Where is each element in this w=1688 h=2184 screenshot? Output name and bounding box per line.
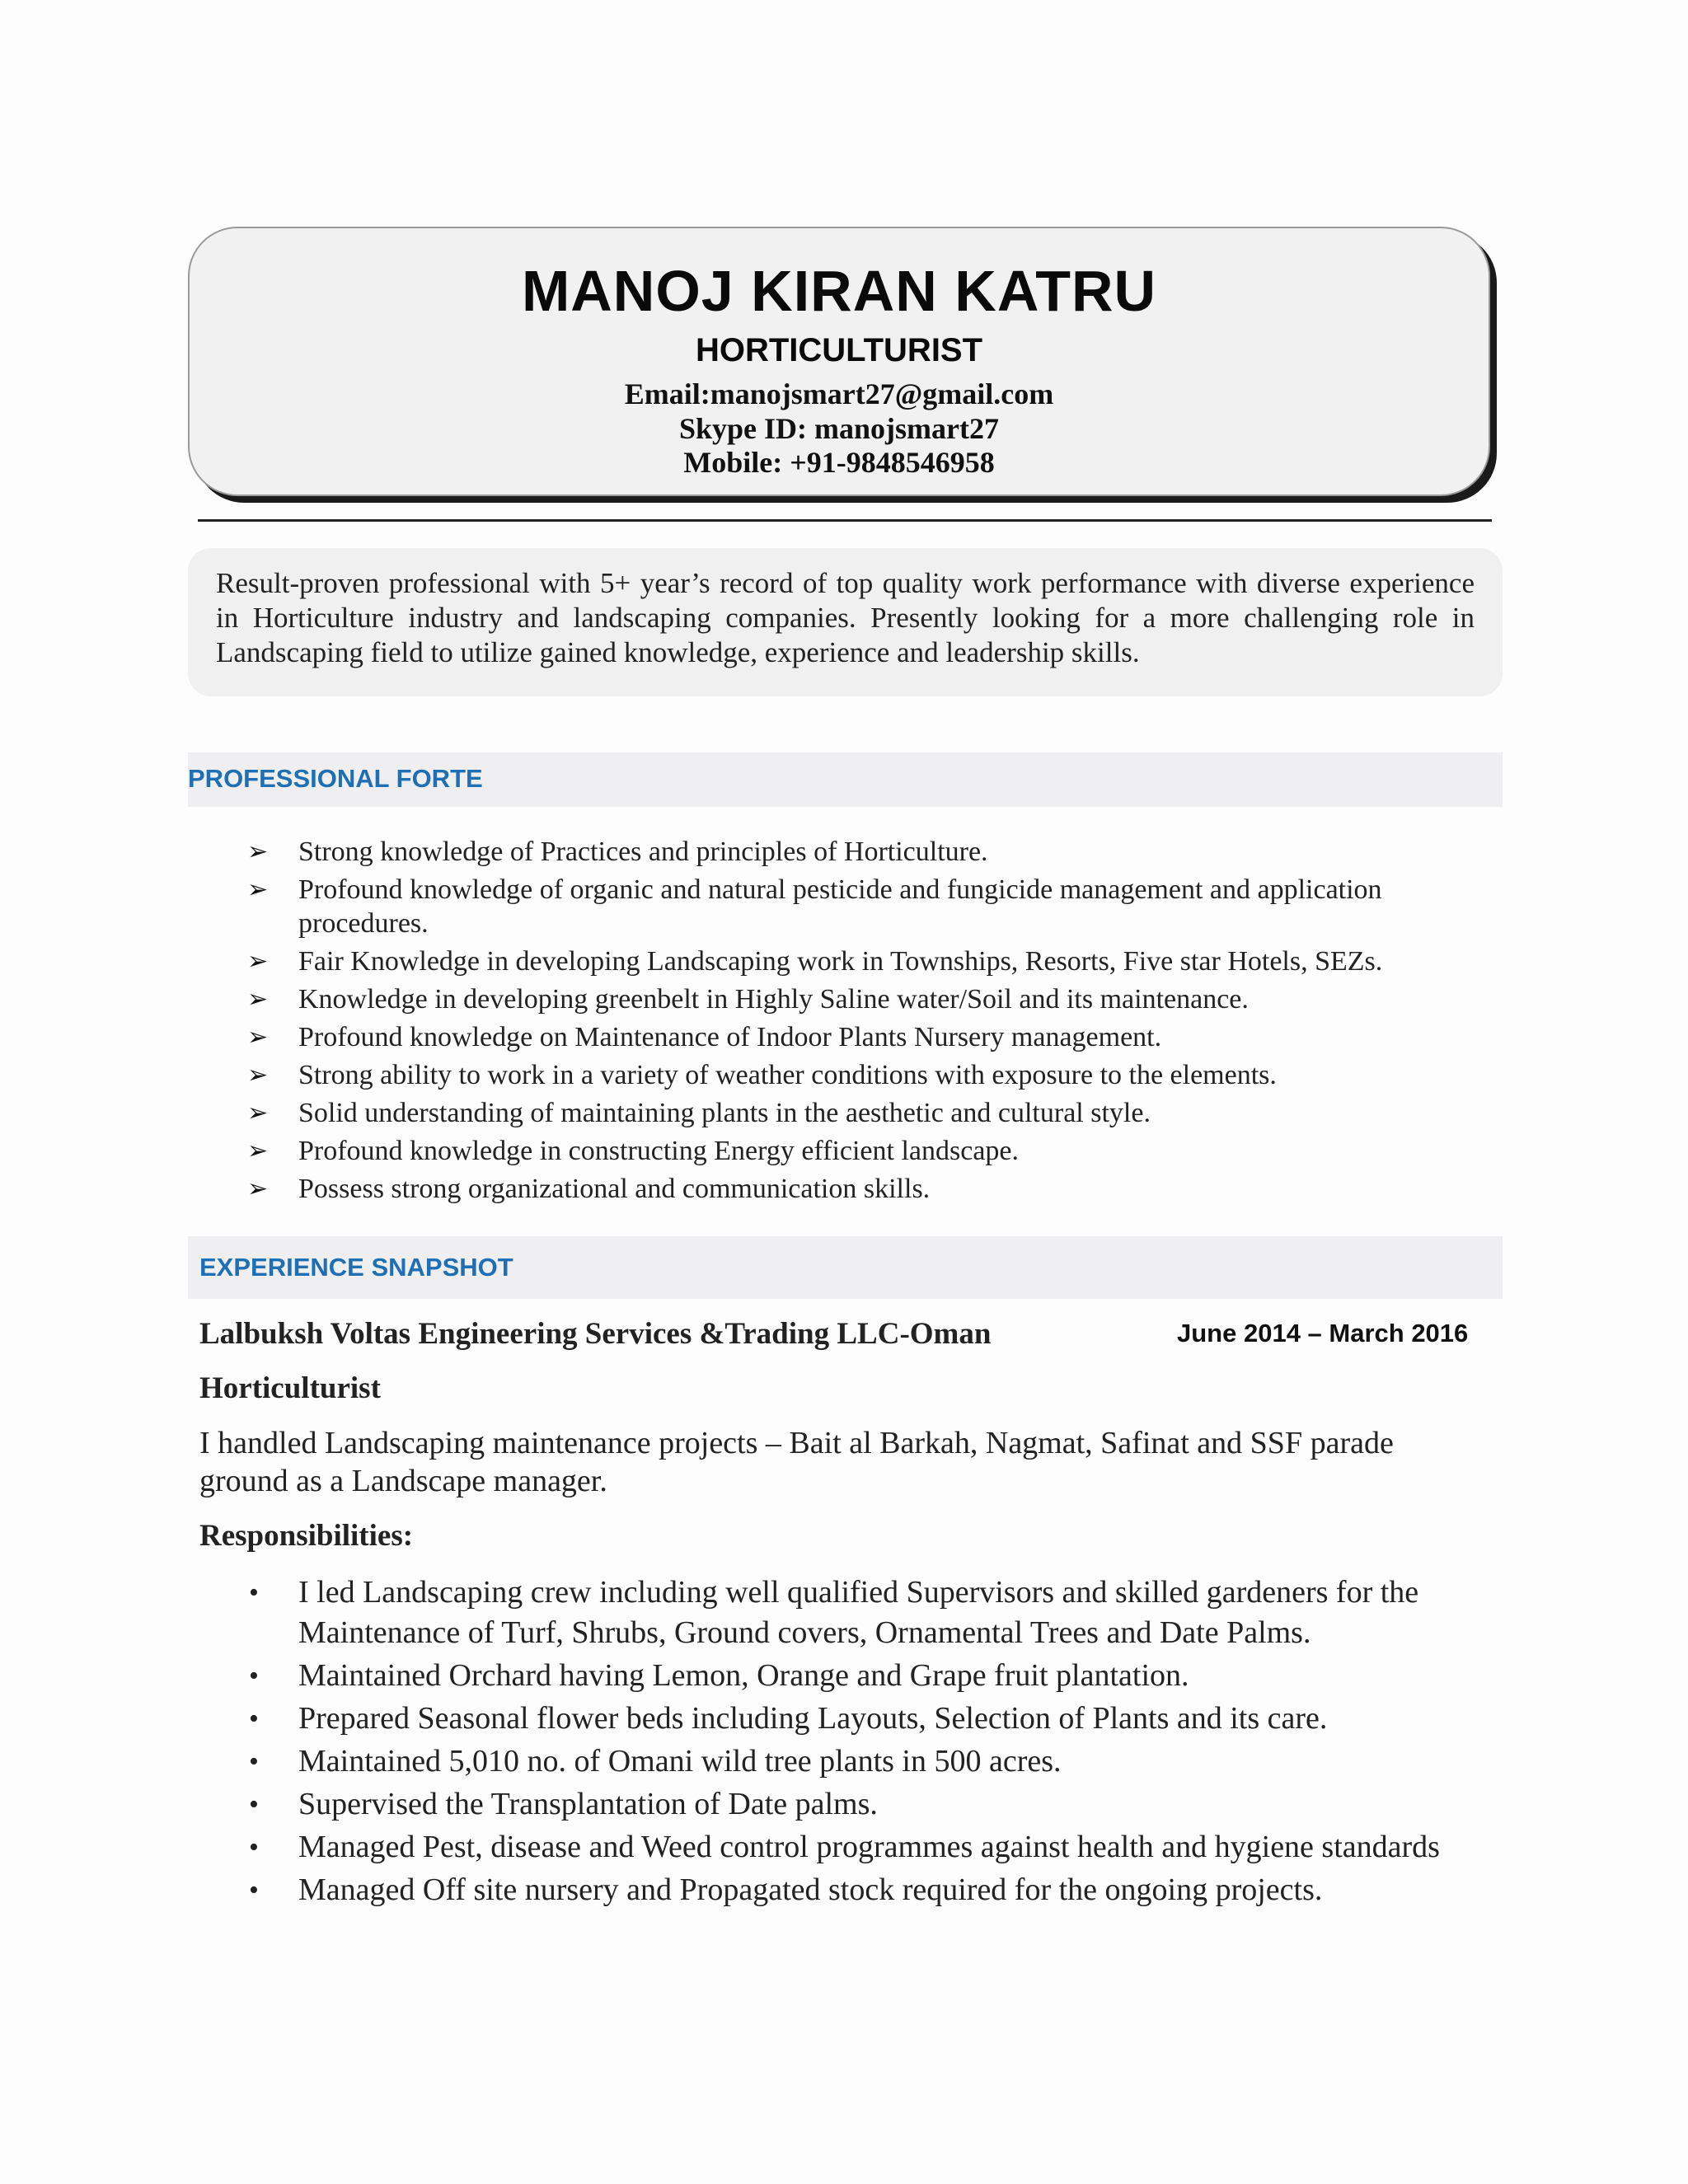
bullet-icon: • — [249, 1577, 259, 1608]
job-description: I handled Landscaping maintenance projects – Bait al Barkah, Nagmat, Safinat and SSF parade ground as a Landscape manager. — [199, 1426, 1394, 1498]
list-item — [247, 1741, 1500, 1782]
list-item — [247, 1656, 1500, 1696]
list-item-text: Strong knowledge of Practices and principles of Horticulture. — [298, 837, 988, 867]
list-item — [247, 835, 1500, 869]
list-item-text: Fair Knowledge in developing Landscaping work in Townships, Resorts, Five star Hotels, SEZs. — [298, 946, 1383, 977]
bullet-icon: • — [249, 1789, 259, 1820]
arrow-bullet-icon: ➢ — [247, 1024, 269, 1051]
arrow-bullet-icon: ➢ — [247, 1175, 269, 1202]
candidate-name: MANOJ KIRAN KATRU — [521, 259, 1157, 323]
company-name: Lalbuksh Voltas Engineering Services &Trading LLC-Oman — [199, 1317, 992, 1351]
bullet-icon: • — [249, 1875, 259, 1905]
section-title: PROFESSIONAL FORTE — [188, 764, 483, 793]
candidate-role: HORTICULTURIST — [695, 332, 983, 368]
arrow-bullet-icon: ➢ — [247, 948, 269, 975]
responsibilities-list — [247, 1572, 1500, 1913]
list-item-text: Profound knowledge in constructing Energy efficient landscape. — [298, 1136, 1020, 1166]
list-item — [247, 1096, 1500, 1130]
responsibilities-heading: Responsibilities: — [199, 1519, 414, 1553]
summary-text: Result-proven professional with 5+ year’s record of top quality work performance with diverse experience in Horticulture industry and landscaping companies. Presently looking for a more challenging role in Landscaping field to utilize gained knowledge, experience and leadership skills. — [216, 567, 1475, 668]
skype-line: Skype ID: manojsmart27 — [678, 412, 999, 445]
list-item — [247, 1134, 1500, 1168]
arrow-bullet-icon: ➢ — [247, 1062, 269, 1089]
list-item — [247, 1172, 1500, 1206]
mobile-line: Mobile: +91-9848546958 — [683, 446, 995, 479]
list-item — [247, 873, 1500, 940]
list-item-text: Maintained 5,010 no. of Omani wild tree plants in 500 acres. — [298, 1744, 1062, 1779]
summary-box — [188, 548, 1503, 696]
header-divider — [198, 519, 1492, 522]
section-title: EXPERIENCE SNAPSHOT — [199, 1253, 513, 1282]
employment-dates: June 2014 – March 2016 — [1177, 1319, 1469, 1347]
list-item-text: Possess strong organizational and communication skills. — [298, 1174, 931, 1204]
bullet-icon: • — [249, 1704, 259, 1734]
list-item — [247, 982, 1500, 1016]
list-item — [247, 1572, 1500, 1653]
list-item-text: I led Landscaping crew including well qualified Supervisors and skilled gardeners for the Maintenance of Turf, Shrubs, Ground covers, Ornamental Trees and Date Palms. — [298, 1575, 1419, 1650]
bullet-icon: • — [249, 1832, 259, 1863]
list-item-text: Profound knowledge on Maintenance of Indoor Plants Nursery management. — [298, 1022, 1162, 1052]
forte-list — [247, 835, 1500, 1210]
list-item — [247, 1870, 1500, 1910]
list-item — [247, 944, 1500, 978]
list-item-text: Supervised the Transplantation of Date palms. — [298, 1787, 878, 1821]
arrow-bullet-icon: ➢ — [247, 1137, 269, 1165]
list-item-text: Solid understanding of maintaining plants in the aesthetic and cultural style. — [298, 1098, 1151, 1128]
list-item — [247, 1827, 1500, 1868]
list-item — [247, 1699, 1500, 1739]
bullet-icon: • — [249, 1661, 259, 1691]
list-item — [247, 1020, 1500, 1054]
arrow-bullet-icon: ➢ — [247, 838, 269, 865]
job-title: Horticulturist — [199, 1371, 381, 1405]
section-professional-forte — [188, 752, 1503, 807]
arrow-bullet-icon: ➢ — [247, 876, 269, 903]
list-item-text: Profound knowledge of organic and natural pesticide and fungicide management and application procedures. — [298, 874, 1382, 939]
list-item-text: Strong ability to work in a variety of weather conditions with exposure to the elements. — [298, 1060, 1277, 1090]
list-item-text: Managed Off site nursery and Propagated stock required for the ongoing projects. — [298, 1872, 1323, 1907]
bullet-icon: • — [249, 1746, 259, 1777]
list-item-text: Knowledge in developing greenbelt in Highly Saline water/Soil and its maintenance. — [298, 984, 1249, 1015]
list-item-text: Prepared Seasonal flower beds including Layouts, Selection of Plants and its care. — [298, 1701, 1328, 1736]
list-item — [247, 1058, 1500, 1092]
arrow-bullet-icon: ➢ — [247, 986, 269, 1013]
email-line: Email:manojsmart27@gmail.com — [624, 377, 1054, 410]
list-item-text: Managed Pest, disease and Weed control programmes against health and hygiene standards — [298, 1830, 1440, 1864]
header-box — [188, 227, 1490, 496]
list-item — [247, 1784, 1500, 1825]
list-item-text: Maintained Orchard having Lemon, Orange and Grape fruit plantation. — [298, 1658, 1189, 1693]
section-experience-snapshot — [188, 1236, 1503, 1299]
arrow-bullet-icon: ➢ — [247, 1099, 269, 1127]
